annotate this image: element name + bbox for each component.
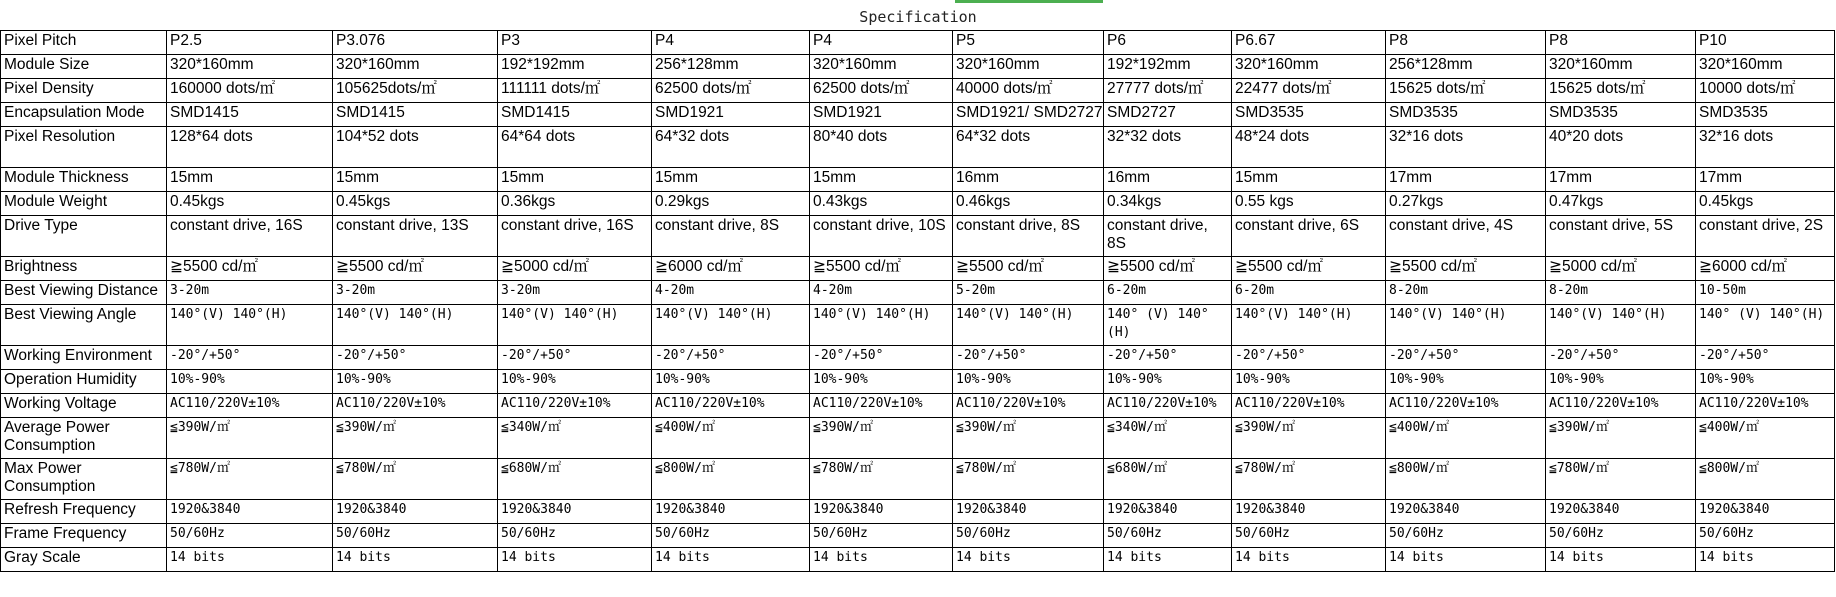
table-cell: 140° (V) 140°(H) xyxy=(1696,305,1835,346)
table-cell: 5-20m xyxy=(953,281,1104,305)
table-cell: 104*52 dots xyxy=(333,127,498,168)
table-row xyxy=(1,394,1835,418)
table-cell: SMD1921/ SMD2727 xyxy=(953,103,1104,127)
table-cell: ≧6000 cd/㎡ xyxy=(652,257,810,281)
table-cell: SMD1415 xyxy=(498,103,652,127)
table-cell: 3-20m xyxy=(333,281,498,305)
table-cell: 1920&3840 xyxy=(810,500,953,524)
table-cell: -20°/+50° xyxy=(1232,346,1386,370)
row-label: Pixel Density xyxy=(1,79,167,103)
table-cell: 140° (V) 140°(H) xyxy=(1104,305,1232,346)
specification-table xyxy=(0,30,1835,572)
table-cell: 0.36kgs xyxy=(498,192,652,216)
table-cell: AC110/220V±10% xyxy=(652,394,810,418)
table-cell: SMD1415 xyxy=(167,103,333,127)
table-cell: 1920&3840 xyxy=(498,500,652,524)
table-row-pixel-pitch xyxy=(1,31,1835,55)
table-cell: SMD1415 xyxy=(333,103,498,127)
table-cell: constant drive, 13S xyxy=(333,216,498,257)
table-cell: 64*64 dots xyxy=(498,127,652,168)
table-cell: AC110/220V±10% xyxy=(333,394,498,418)
row-label: Max Power Consumption xyxy=(1,459,167,500)
row-label: Average Power Consumption xyxy=(1,418,167,459)
table-cell: 0.47kgs xyxy=(1546,192,1696,216)
table-cell: 14 bits xyxy=(1546,548,1696,572)
table-cell: constant drive, 8S xyxy=(953,216,1104,257)
table-cell: 10%-90% xyxy=(498,370,652,394)
table-cell: 320*160mm xyxy=(1232,55,1386,79)
table-cell: 140°(V) 140°(H) xyxy=(167,305,333,346)
column-header: P8 xyxy=(1546,31,1696,55)
table-cell: 14 bits xyxy=(167,548,333,572)
table-cell: 50/60Hz xyxy=(1104,524,1232,548)
table-cell: 320*160mm xyxy=(810,55,953,79)
table-cell: 50/60Hz xyxy=(1546,524,1696,548)
table-cell: 10%-90% xyxy=(167,370,333,394)
table-cell: 140°(V) 140°(H) xyxy=(1386,305,1546,346)
table-cell: ≦340W/㎡ xyxy=(498,418,652,459)
row-label: Drive Type xyxy=(1,216,167,257)
table-cell: ≦400W/㎡ xyxy=(1386,418,1546,459)
table-cell: 1920&3840 xyxy=(1104,500,1232,524)
table-row xyxy=(1,418,1835,459)
table-cell: SMD3535 xyxy=(1696,103,1835,127)
table-cell: 1920&3840 xyxy=(1546,500,1696,524)
table-cell: ≧5500 cd/㎡ xyxy=(810,257,953,281)
row-label: Operation Humidity xyxy=(1,370,167,394)
row-label: Module Weight xyxy=(1,192,167,216)
table-cell: 50/60Hz xyxy=(1386,524,1546,548)
column-header: P4 xyxy=(810,31,953,55)
table-cell: 140°(V) 140°(H) xyxy=(810,305,953,346)
table-cell: ≧5500 cd/㎡ xyxy=(1386,257,1546,281)
table-cell: 50/60Hz xyxy=(1696,524,1835,548)
table-cell: 40*20 dots xyxy=(1546,127,1696,168)
table-cell: constant drive, 16S xyxy=(167,216,333,257)
table-cell: 15mm xyxy=(810,168,953,192)
table-cell: ≦680W/㎡ xyxy=(1104,459,1232,500)
table-cell: 22477 dots/㎡ xyxy=(1232,79,1386,103)
table-cell: 62500 dots/㎡ xyxy=(652,79,810,103)
table-row xyxy=(1,346,1835,370)
table-cell: 62500 dots/㎡ xyxy=(810,79,953,103)
table-cell: -20°/+50° xyxy=(498,346,652,370)
row-label: Module Thickness xyxy=(1,168,167,192)
table-cell: 10%-90% xyxy=(953,370,1104,394)
table-cell: 15625 dots/㎡ xyxy=(1386,79,1546,103)
table-cell: AC110/220V±10% xyxy=(1696,394,1835,418)
table-cell: 50/60Hz xyxy=(167,524,333,548)
table-row xyxy=(1,55,1835,79)
table-cell: 14 bits xyxy=(333,548,498,572)
table-cell: ≧5500 cd/㎡ xyxy=(953,257,1104,281)
table-cell: AC110/220V±10% xyxy=(1546,394,1696,418)
table-cell: -20°/+50° xyxy=(167,346,333,370)
table-cell: 320*160mm xyxy=(953,55,1104,79)
table-cell: 15625 dots/㎡ xyxy=(1546,79,1696,103)
table-cell: -20°/+50° xyxy=(1104,346,1232,370)
table-cell: ≦340W/㎡ xyxy=(1104,418,1232,459)
table-cell: ≧5500 cd/㎡ xyxy=(333,257,498,281)
table-cell: 10000 dots/㎡ xyxy=(1696,79,1835,103)
table-cell: ≧5500 cd/㎡ xyxy=(1104,257,1232,281)
table-cell: SMD2727 xyxy=(1104,103,1232,127)
table-cell: 64*32 dots xyxy=(953,127,1104,168)
table-cell: 4-20m xyxy=(652,281,810,305)
row-label: Working Environment xyxy=(1,346,167,370)
table-cell: AC110/220V±10% xyxy=(810,394,953,418)
table-cell: 10%-90% xyxy=(1104,370,1232,394)
table-cell: SMD1921 xyxy=(810,103,953,127)
table-cell: 0.45kgs xyxy=(333,192,498,216)
table-cell: 27777 dots/㎡ xyxy=(1104,79,1232,103)
row-label: Encapsulation Mode xyxy=(1,103,167,127)
table-row xyxy=(1,459,1835,500)
table-cell: ≦390W/㎡ xyxy=(333,418,498,459)
table-row xyxy=(1,548,1835,572)
table-cell: 140°(V) 140°(H) xyxy=(498,305,652,346)
table-cell: ≦400W/㎡ xyxy=(652,418,810,459)
table-cell: ≦780W/㎡ xyxy=(810,459,953,500)
table-cell: ≦780W/㎡ xyxy=(1232,459,1386,500)
table-cell: 14 bits xyxy=(1696,548,1835,572)
table-cell: ≦390W/㎡ xyxy=(1546,418,1696,459)
table-cell: ≦390W/㎡ xyxy=(1232,418,1386,459)
column-header: P4 xyxy=(652,31,810,55)
table-cell: 0.34kgs xyxy=(1104,192,1232,216)
table-cell: 14 bits xyxy=(1232,548,1386,572)
specification-table-body xyxy=(1,31,1835,572)
table-cell: 32*16 dots xyxy=(1696,127,1835,168)
table-cell: 16mm xyxy=(1104,168,1232,192)
table-cell: 15mm xyxy=(1232,168,1386,192)
table-cell: ≦390W/㎡ xyxy=(167,418,333,459)
table-cell: 17mm xyxy=(1546,168,1696,192)
table-cell: 14 bits xyxy=(810,548,953,572)
table-cell: ≦390W/㎡ xyxy=(810,418,953,459)
table-cell: 320*160mm xyxy=(167,55,333,79)
table-row xyxy=(1,500,1835,524)
table-cell: 1920&3840 xyxy=(652,500,810,524)
table-cell: 14 bits xyxy=(953,548,1104,572)
column-header: P2.5 xyxy=(167,31,333,55)
column-header: P8 xyxy=(1386,31,1546,55)
table-cell: 192*192mm xyxy=(1104,55,1232,79)
table-cell: 1920&3840 xyxy=(167,500,333,524)
title-accent-bar xyxy=(955,0,1103,3)
table-cell: 10%-90% xyxy=(333,370,498,394)
table-cell: 140°(V) 140°(H) xyxy=(333,305,498,346)
table-cell: 105625dots/㎡ xyxy=(333,79,498,103)
table-cell: ≦390W/㎡ xyxy=(953,418,1104,459)
table-cell: 4-20m xyxy=(810,281,953,305)
table-row xyxy=(1,168,1835,192)
table-cell: SMD3535 xyxy=(1546,103,1696,127)
table-cell: 14 bits xyxy=(652,548,810,572)
table-cell: 15mm xyxy=(167,168,333,192)
table-cell: constant drive, 5S xyxy=(1546,216,1696,257)
table-cell: constant drive, 4S xyxy=(1386,216,1546,257)
row-label: Gray Scale xyxy=(1,548,167,572)
table-cell: ≧5500 cd/㎡ xyxy=(167,257,333,281)
table-cell: 1920&3840 xyxy=(1386,500,1546,524)
table-cell: 50/60Hz xyxy=(1232,524,1386,548)
table-cell: constant drive, 6S xyxy=(1232,216,1386,257)
table-cell: -20°/+50° xyxy=(333,346,498,370)
table-cell: 1920&3840 xyxy=(1232,500,1386,524)
table-cell: 64*32 dots xyxy=(652,127,810,168)
table-cell: 10%-90% xyxy=(1232,370,1386,394)
table-cell: 140°(V) 140°(H) xyxy=(1232,305,1386,346)
table-row xyxy=(1,127,1835,168)
table-cell: 32*32 dots xyxy=(1104,127,1232,168)
row-label: Refresh Frequency xyxy=(1,500,167,524)
table-cell: 16mm xyxy=(953,168,1104,192)
table-cell: 256*128mm xyxy=(652,55,810,79)
row-label: Working Voltage xyxy=(1,394,167,418)
row-label: Pixel Resolution xyxy=(1,127,167,168)
table-cell: 0.45kgs xyxy=(167,192,333,216)
table-cell: 128*64 dots xyxy=(167,127,333,168)
table-cell: -20°/+50° xyxy=(1546,346,1696,370)
table-cell: -20°/+50° xyxy=(1386,346,1546,370)
table-cell: 15mm xyxy=(333,168,498,192)
table-cell: 6-20m xyxy=(1232,281,1386,305)
table-cell: 0.43kgs xyxy=(810,192,953,216)
table-cell: 10%-90% xyxy=(810,370,953,394)
table-cell: 14 bits xyxy=(498,548,652,572)
table-cell: constant drive, 8S xyxy=(652,216,810,257)
table-cell: constant drive, 10S xyxy=(810,216,953,257)
table-row xyxy=(1,281,1835,305)
table-cell: AC110/220V±10% xyxy=(1232,394,1386,418)
table-cell: SMD3535 xyxy=(1232,103,1386,127)
table-cell: 32*16 dots xyxy=(1386,127,1546,168)
table-cell: ≦780W/㎡ xyxy=(333,459,498,500)
table-cell: 140°(V) 140°(H) xyxy=(652,305,810,346)
table-row xyxy=(1,79,1835,103)
row-label: Best Viewing Angle xyxy=(1,305,167,346)
table-cell: 1920&3840 xyxy=(953,500,1104,524)
table-cell: 0.46kgs xyxy=(953,192,1104,216)
table-cell: SMD1921 xyxy=(652,103,810,127)
row-label: Frame Frequency xyxy=(1,524,167,548)
table-cell: ≦780W/㎡ xyxy=(953,459,1104,500)
table-cell: 50/60Hz xyxy=(810,524,953,548)
page-title: Specification xyxy=(859,8,977,26)
row-label: Brightness xyxy=(1,257,167,281)
table-cell: 40000 dots/㎡ xyxy=(953,79,1104,103)
table-row xyxy=(1,103,1835,127)
table-cell: ≦780W/㎡ xyxy=(167,459,333,500)
table-cell: 140°(V) 140°(H) xyxy=(953,305,1104,346)
table-cell: constant drive, 16S xyxy=(498,216,652,257)
table-row xyxy=(1,524,1835,548)
table-cell: 3-20m xyxy=(498,281,652,305)
table-cell: AC110/220V±10% xyxy=(953,394,1104,418)
table-cell: 192*192mm xyxy=(498,55,652,79)
table-cell: 320*160mm xyxy=(1546,55,1696,79)
table-cell: 10-50m xyxy=(1696,281,1835,305)
table-cell: ≧5500 cd/㎡ xyxy=(1232,257,1386,281)
table-cell: 14 bits xyxy=(1104,548,1232,572)
column-header: P5 xyxy=(953,31,1104,55)
table-row xyxy=(1,192,1835,216)
table-cell: 256*128mm xyxy=(1386,55,1546,79)
table-cell: 8-20m xyxy=(1546,281,1696,305)
table-cell: 6-20m xyxy=(1104,281,1232,305)
table-cell: 17mm xyxy=(1696,168,1835,192)
table-row xyxy=(1,216,1835,257)
table-cell: 48*24 dots xyxy=(1232,127,1386,168)
table-cell: SMD3535 xyxy=(1386,103,1546,127)
table-row xyxy=(1,257,1835,281)
column-header: P6 xyxy=(1104,31,1232,55)
table-cell: 50/60Hz xyxy=(652,524,810,548)
table-row xyxy=(1,305,1835,346)
table-cell: ≦400W/㎡ xyxy=(1696,418,1835,459)
table-cell: 50/60Hz xyxy=(333,524,498,548)
table-cell: AC110/220V±10% xyxy=(167,394,333,418)
table-row xyxy=(1,370,1835,394)
table-cell: 80*40 dots xyxy=(810,127,953,168)
table-cell: -20°/+50° xyxy=(810,346,953,370)
table-cell: 0.45kgs xyxy=(1696,192,1835,216)
table-cell: ≧5000 cd/㎡ xyxy=(498,257,652,281)
table-cell: 10%-90% xyxy=(1386,370,1546,394)
table-cell: constant drive, 2S xyxy=(1696,216,1835,257)
table-cell: 15mm xyxy=(652,168,810,192)
table-cell: 10%-90% xyxy=(652,370,810,394)
table-cell: ≦800W/㎡ xyxy=(652,459,810,500)
table-cell: ≦780W/㎡ xyxy=(1546,459,1696,500)
table-cell: 10%-90% xyxy=(1696,370,1835,394)
table-cell: ≦800W/㎡ xyxy=(1386,459,1546,500)
table-cell: 140°(V) 140°(H) xyxy=(1546,305,1696,346)
column-header: P3.076 xyxy=(333,31,498,55)
column-header: P10 xyxy=(1696,31,1835,55)
row-label: Pixel Pitch xyxy=(1,31,167,55)
table-cell: 10%-90% xyxy=(1546,370,1696,394)
table-cell: 17mm xyxy=(1386,168,1546,192)
table-cell: 0.27kgs xyxy=(1386,192,1546,216)
table-cell: 160000 dots/㎡ xyxy=(167,79,333,103)
row-label: Best Viewing Distance xyxy=(1,281,167,305)
table-cell: 3-20m xyxy=(167,281,333,305)
table-cell: AC110/220V±10% xyxy=(1104,394,1232,418)
table-cell: 50/60Hz xyxy=(498,524,652,548)
table-cell: 111111 dots/㎡ xyxy=(498,79,652,103)
table-cell: ≧5000 cd/㎡ xyxy=(1546,257,1696,281)
column-header: P3 xyxy=(498,31,652,55)
table-cell: AC110/220V±10% xyxy=(498,394,652,418)
table-cell: 14 bits xyxy=(1386,548,1546,572)
table-cell: -20°/+50° xyxy=(953,346,1104,370)
row-label: Module Size xyxy=(1,55,167,79)
column-header: P6.67 xyxy=(1232,31,1386,55)
table-cell: 0.55 kgs xyxy=(1232,192,1386,216)
table-cell: constant drive, 8S xyxy=(1104,216,1232,257)
table-cell: ≦680W/㎡ xyxy=(498,459,652,500)
table-cell: 8-20m xyxy=(1386,281,1546,305)
table-cell: ≦800W/㎡ xyxy=(1696,459,1835,500)
table-cell: 1920&3840 xyxy=(333,500,498,524)
table-cell: -20°/+50° xyxy=(1696,346,1835,370)
table-cell: 0.29kgs xyxy=(652,192,810,216)
table-cell: 15mm xyxy=(498,168,652,192)
table-cell: 50/60Hz xyxy=(953,524,1104,548)
table-cell: ≧6000 cd/㎡ xyxy=(1696,257,1835,281)
table-cell: 320*160mm xyxy=(1696,55,1835,79)
table-cell: AC110/220V±10% xyxy=(1386,394,1546,418)
table-cell: 320*160mm xyxy=(333,55,498,79)
table-cell: -20°/+50° xyxy=(652,346,810,370)
table-cell: 1920&3840 xyxy=(1696,500,1835,524)
